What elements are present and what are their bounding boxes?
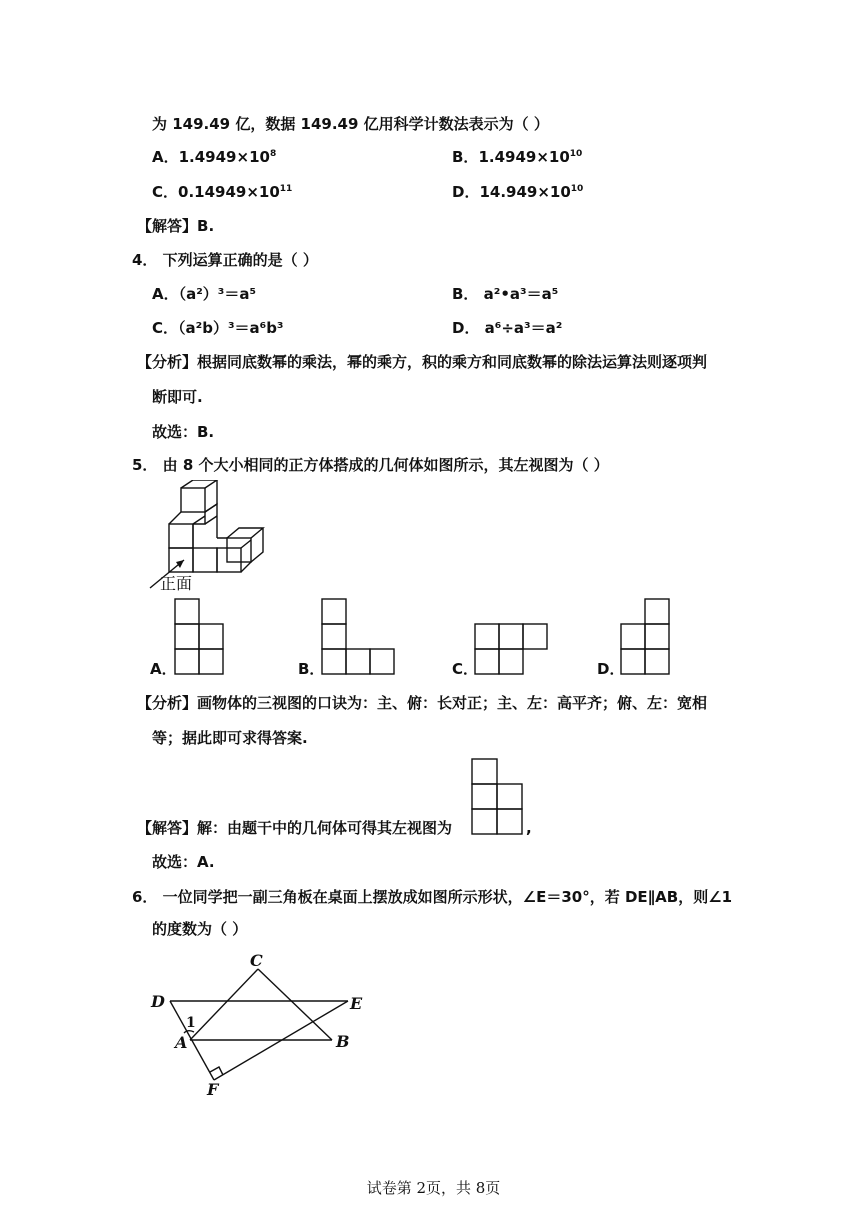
- q5-stem: 5． 由 8 个大小相同的正方体搭成的几何体如图所示，其左视图为（ ）: [132, 456, 609, 474]
- q4-option-d: D． a⁶÷a³＝a²: [452, 319, 563, 337]
- q5-option-d-label: D．: [597, 660, 625, 678]
- q6-label-angle-1: 1: [186, 1015, 196, 1031]
- q4-option-b: B． a²•a³＝a⁵: [452, 285, 559, 303]
- q5-choice: 故选：A.: [152, 853, 215, 871]
- q5-analysis: 【分析】画物体的三视图的口诀为：主、俯：长对正；主、左：高平齐；俯、左：宽相: [137, 694, 708, 712]
- q6-label-b: B: [336, 1032, 350, 1051]
- q4-analysis: 【分析】根据同底数幂的乘法，幂的乘方，积的乘方和同底数幂的除法运算法则逐项判: [137, 353, 708, 371]
- q3-option-c: C．$0.14949\times 10^{11}$: [152, 183, 293, 201]
- q4-option-a: A．（a²）³＝a⁵: [152, 285, 257, 303]
- q5-front-label: 正面: [160, 574, 193, 593]
- q5-option-d-figure: [620, 598, 672, 676]
- q6-label-f: F: [207, 1080, 219, 1099]
- q3-stem: 为 149.49 亿，数据 149.49 亿用科学计数法表示为（ ）: [152, 115, 549, 133]
- q5-option-a-figure: [174, 598, 226, 676]
- q5-answer-figure: [471, 758, 525, 836]
- q6-label-e: E: [350, 994, 363, 1013]
- page-footer: 试卷第 2页，共 8页: [366, 1179, 501, 1197]
- q6-label-a: A: [175, 1033, 188, 1052]
- q6-stem-cont: 的度数为（ ）: [152, 920, 248, 938]
- q6-label-c: C: [250, 951, 263, 970]
- q5-analysis-cont: 等；据此即可求得答案.: [152, 729, 308, 747]
- q5-option-b-label: B．: [298, 660, 325, 678]
- q5-option-a-label: A．: [150, 660, 177, 678]
- q5-option-c-figure: [474, 623, 552, 676]
- q5-option-b-figure: [321, 598, 399, 676]
- q5-option-c-label: C．: [452, 660, 479, 678]
- q6-stem: 6． 一位同学把一副三角板在桌面上摆放成如图所示形状，∠E＝30°，若 DE∥AB，则∠1: [132, 888, 733, 906]
- q6-label-d: D: [151, 992, 165, 1011]
- q4-analysis-cont: 断即可.: [152, 388, 203, 406]
- q4-stem: 4． 下列运算正确的是（ ）: [132, 251, 318, 269]
- q3-answer: 【解答】B.: [137, 217, 215, 235]
- q3-option-d: D．$14.949\times 10^{10}$: [452, 183, 584, 201]
- q5-answer-end: ,: [526, 819, 532, 837]
- q4-option-c: C．（a²b）³＝a⁶b³: [152, 319, 284, 337]
- q4-choice: 故选：B.: [152, 423, 215, 441]
- q3-option-b: B．$1.4949\times 10^{10}$: [452, 148, 583, 166]
- q3-option-a: A．$1.4949\times 10^8$: [152, 148, 277, 166]
- q5-answer: 【解答】解：由题干中的几何体可得其左视图为: [137, 819, 453, 837]
